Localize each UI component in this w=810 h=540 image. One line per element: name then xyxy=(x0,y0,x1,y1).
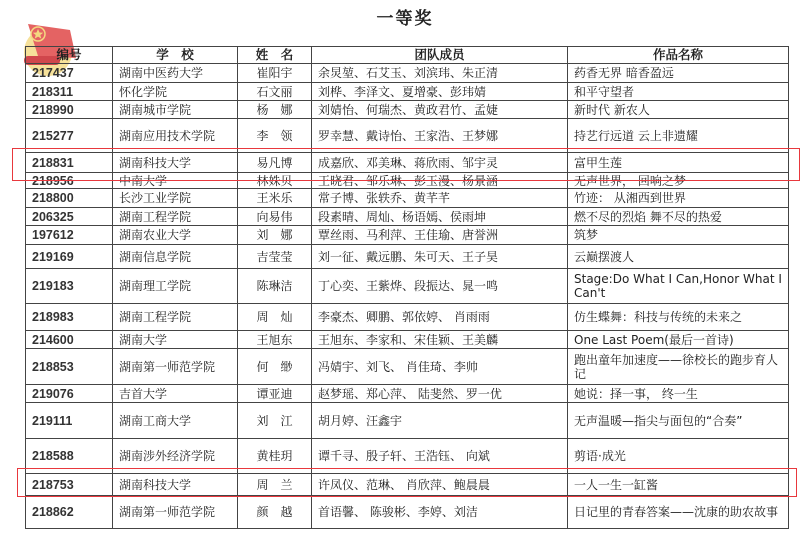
cell-id: 218753 xyxy=(26,474,113,496)
cell-school: 怀化学院 xyxy=(113,83,238,101)
cell-members: 刘婧怡、何瑞杰、黄政君竹、孟婕 xyxy=(312,101,568,119)
cell-work: 一人一生一缸酱 xyxy=(568,474,789,496)
cell-leader: 林姝贝 xyxy=(238,173,312,189)
cell-members: 王晓君、邹乐琳、彭玉漫、杨景涵 xyxy=(312,173,568,189)
cell-members: 胡月婷、汪鑫宇 xyxy=(312,403,568,439)
cell-school: 湖南城市学院 xyxy=(113,101,238,119)
cell-id: 215277 xyxy=(26,119,113,153)
table-row xyxy=(26,304,789,331)
cell-id: 218956 xyxy=(26,173,113,189)
cell-id: 219169 xyxy=(26,245,113,269)
cell-id: 218831 xyxy=(26,153,113,173)
cell-work: 富甲生莲 xyxy=(568,153,789,173)
cell-school: 湖南工商大学 xyxy=(113,403,238,439)
table-row xyxy=(26,474,789,496)
cell-school: 湖南信息学院 xyxy=(113,245,238,269)
cell-school: 湖南科技大学 xyxy=(113,153,238,173)
cell-work: 她说：择一事， 终一生 xyxy=(568,385,789,403)
cell-work: 云巅摆渡人 xyxy=(568,245,789,269)
cell-id: 214600 xyxy=(26,331,113,349)
cell-members: 许凤仪、范琳、 肖欣萍、鲍晨晨 xyxy=(312,474,568,496)
cell-school: 湖南工程学院 xyxy=(113,304,238,331)
table-row xyxy=(26,101,789,119)
cell-work: 新时代 新农人 xyxy=(568,101,789,119)
cell-members: 谭千寻、殷子轩、王浩钰、 向斌 xyxy=(312,439,568,474)
cell-leader: 陈琳洁 xyxy=(238,269,312,304)
cell-school: 长沙工业学院 xyxy=(113,189,238,208)
cell-school: 湖南理工学院 xyxy=(113,269,238,304)
cell-work: Stage:Do What I Can,Honor What I Can't xyxy=(568,269,789,304)
table-row xyxy=(26,189,789,208)
header-work: 作品名称 xyxy=(568,47,789,64)
cell-work: One Last Poem(最后一首诗) xyxy=(568,331,789,349)
cell-school: 吉首大学 xyxy=(113,385,238,403)
cell-id: 218983 xyxy=(26,304,113,331)
cell-members: 刘一征、戴远鹏、朱可天、王子昊 xyxy=(312,245,568,269)
cell-work: 筑梦 xyxy=(568,226,789,245)
cell-leader: 刘 江 xyxy=(238,403,312,439)
cell-work: 和平守望者 xyxy=(568,83,789,101)
table-row xyxy=(26,64,789,83)
cell-id: 218800 xyxy=(26,189,113,208)
cell-work: 药香无界 暗香盈远 xyxy=(568,64,789,83)
cell-members: 丁心奕、王紫烨、段振达、晁一鸣 xyxy=(312,269,568,304)
table-row xyxy=(26,269,789,304)
cell-work: 竹迹： 从湘西到世界 xyxy=(568,189,789,208)
table-row xyxy=(26,208,789,226)
cell-work: 仿生蝶舞：科技与传统的未来之 xyxy=(568,304,789,331)
cell-members: 余炅堃、石艾玉、刘滨玮、朱正清 xyxy=(312,64,568,83)
table-row xyxy=(26,403,789,439)
cell-leader: 向易伟 xyxy=(238,208,312,226)
cell-id: 219111 xyxy=(26,403,113,439)
table-row xyxy=(26,83,789,101)
cell-school: 湖南工程学院 xyxy=(113,208,238,226)
cell-id: 217437 xyxy=(26,64,113,83)
cell-members: 常子博、张轶乔、黄芊芊 xyxy=(312,189,568,208)
cell-leader: 谭亚迪 xyxy=(238,385,312,403)
cell-id: 218311 xyxy=(26,83,113,101)
cell-work: 无声世界， 回响之梦 xyxy=(568,173,789,189)
cell-leader: 刘 娜 xyxy=(238,226,312,245)
cell-members: 赵梦瑶、郑心萍、 陆斐然、罗一优 xyxy=(312,385,568,403)
cell-id: 219076 xyxy=(26,385,113,403)
cell-members: 李豪杰、卿鹏、郭依婷、 肖雨雨 xyxy=(312,304,568,331)
cell-school: 湖南第一师范学院 xyxy=(113,349,238,385)
cell-leader: 何 缈 xyxy=(238,349,312,385)
table-row xyxy=(26,385,789,403)
cell-leader: 颜 越 xyxy=(238,496,312,529)
table-row xyxy=(26,349,789,385)
cell-school: 湖南农业大学 xyxy=(113,226,238,245)
table-header-row xyxy=(26,47,789,64)
cell-leader: 石文丽 xyxy=(238,83,312,101)
page-title: 一等奖 xyxy=(376,9,434,29)
cell-members: 冯婧宇、刘飞、 肖佳琦、李帅 xyxy=(312,349,568,385)
cell-id: 219183 xyxy=(26,269,113,304)
cell-members: 覃丝雨、马利萍、王佳瑜、唐誉洲 xyxy=(312,226,568,245)
table-row xyxy=(26,331,789,349)
cell-leader: 吉莹莹 xyxy=(238,245,312,269)
cell-leader: 王旭东 xyxy=(238,331,312,349)
cell-school: 湖南大学 xyxy=(113,331,238,349)
cell-members: 段素晴、周灿、杨语嫣、侯雨坤 xyxy=(312,208,568,226)
cell-school: 湖南应用技术学院 xyxy=(113,119,238,153)
header-school: 学 校 xyxy=(113,47,238,64)
cell-school: 湖南科技大学 xyxy=(113,474,238,496)
table-row xyxy=(26,439,789,474)
cell-school: 中南大学 xyxy=(113,173,238,189)
cell-leader: 易凡博 xyxy=(238,153,312,173)
cell-work: 燃不尽的烈焰 舞不尽的热爱 xyxy=(568,208,789,226)
table-row xyxy=(26,245,789,269)
header-members: 团队成员 xyxy=(312,47,568,64)
award-table xyxy=(25,46,789,529)
cell-leader: 崔阳宇 xyxy=(238,64,312,83)
cell-leader: 王米乐 xyxy=(238,189,312,208)
cell-id: 218588 xyxy=(26,439,113,474)
cell-work: 日记里的青春答案——沈康的助农故事 xyxy=(568,496,789,529)
cell-leader: 李 领 xyxy=(238,119,312,153)
cell-leader: 周 兰 xyxy=(238,474,312,496)
cell-id: 218853 xyxy=(26,349,113,385)
cell-id: 218990 xyxy=(26,101,113,119)
cell-members: 首语馨、 陈骏彬、李婷、刘洁 xyxy=(312,496,568,529)
cell-leader: 黄桂玥 xyxy=(238,439,312,474)
cell-school: 湖南第一师范学院 xyxy=(113,496,238,529)
cell-id: 218862 xyxy=(26,496,113,529)
cell-members: 刘桦、李泽文、夏增豪、彭玮婧 xyxy=(312,83,568,101)
header-id: 编号 xyxy=(26,47,113,64)
cell-work: 持艺行远道 云上非遗耀 xyxy=(568,119,789,153)
table-row xyxy=(26,153,789,173)
cell-work: 剪语·成光 xyxy=(568,439,789,474)
table-row xyxy=(26,119,789,153)
cell-id: 197612 xyxy=(26,226,113,245)
header-name: 姓 名 xyxy=(238,47,312,64)
cell-members: 成嘉欣、邓美琳、蒋欣雨、邹宇灵 xyxy=(312,153,568,173)
cell-members: 王旭东、李家和、宋佳颖、王美麟 xyxy=(312,331,568,349)
cell-school: 湖南涉外经济学院 xyxy=(113,439,238,474)
table-row xyxy=(26,496,789,529)
cell-work: 跑出童年加速度——徐校长的跑步育人记 xyxy=(568,349,789,385)
cell-school: 湖南中医药大学 xyxy=(113,64,238,83)
cell-work: 无声温暖—指尖与面包的“合奏” xyxy=(568,403,789,439)
table-row xyxy=(26,173,789,189)
cell-leader: 周 灿 xyxy=(238,304,312,331)
cell-leader: 杨 娜 xyxy=(238,101,312,119)
table-row xyxy=(26,226,789,245)
cell-id: 206325 xyxy=(26,208,113,226)
cell-members: 罗幸慧、戴诗怡、王家浩、王梦娜 xyxy=(312,119,568,153)
